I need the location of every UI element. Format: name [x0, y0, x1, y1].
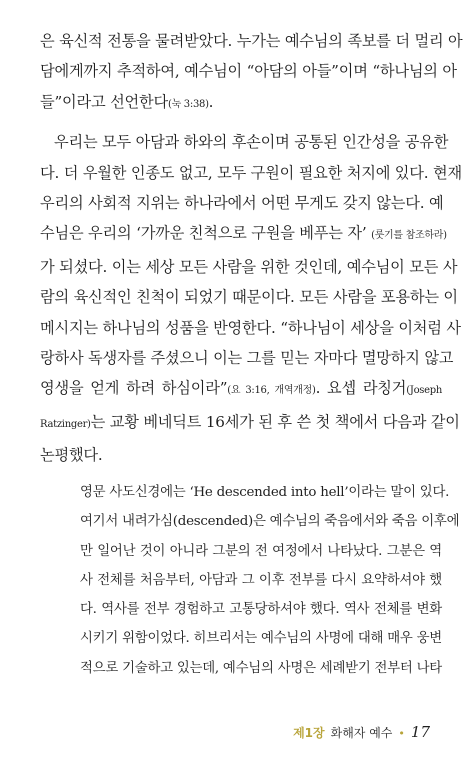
text-line: 은 육신적 전통을 물려받았다. 누가는 예수님의 족보를 더 멀리 아: [40, 32, 463, 50]
text-line: [40, 87, 442, 120]
quote-line: 만 일어난 것이 아니라 그분의 전 여정에서 나타났다. 그분은 역: [80, 543, 442, 559]
quote-line: 여기서 내려가심(descended)은 예수님의 죽음에서와 죽음 이후에: [80, 514, 460, 530]
paragraph-1: [40, 26, 463, 120]
text-segment: 들”이라고 선언한다: [40, 92, 168, 111]
block-quote: [80, 478, 460, 683]
quote-line: 영문 사도신경에는 ‘He descended into hell’이라는 말이 있다.: [80, 485, 450, 500]
text-segment: 수님은 우리의 ‘가까운 친척으로 구원을 베푸는 자’: [40, 224, 367, 243]
chapter-title: 화해자 예수: [330, 726, 393, 740]
text-line: 논평했다.: [40, 446, 103, 465]
name-reference: Ratzinger): [40, 418, 91, 430]
page-footer: [293, 723, 430, 741]
text-segment: 는 교황 베네딕트 16세가 된 후 쓴 첫 책에서 다음과 같이: [90, 412, 460, 431]
text-line: 담에게까지 추적하여, 예수님이 “아담의 아들”이며 “하나님의 아: [40, 62, 457, 81]
text-line: 우리는 모두 아담과 하와의 후손이며 공통된 인간성을 공유한: [54, 133, 449, 152]
scripture-reference: (룻기를 참조하라): [371, 230, 447, 242]
text-line: 다. 더 우월한 인종도 없고, 모두 구원이 필요한 처지에 있다. 현재: [40, 163, 462, 182]
text-line: [40, 373, 442, 406]
text-line: 우리의 사회적 지위는 하나라에서 어떤 무게도 갖지 않는다. 예: [40, 194, 444, 213]
text-line: [40, 218, 447, 251]
text-line: 람의 육신적인 친척이 되었기 때문이다. 모든 사람을 포용하는 이: [40, 288, 458, 307]
text-segment: .: [208, 92, 214, 111]
paragraph-2: [40, 127, 462, 470]
name-reference: (Joseph: [406, 385, 442, 397]
quote-line: 시키기 위함이었다. 히브리서는 예수님의 사명에 대해 매우 웅변: [80, 631, 442, 647]
quote-line: 적으로 기술하고 있는데, 예수님의 사명은 세례받기 전부터 나타: [80, 660, 442, 676]
text-line: [40, 407, 460, 440]
scripture-reference: (요 3:16, 개역개정): [227, 385, 316, 397]
separator-dot: •: [398, 727, 405, 740]
main-body-text: [40, 26, 463, 471]
quote-line: 다. 역사를 전부 경험하고 고통당하셔야 했다. 역사 전체를 변화: [80, 602, 442, 618]
text-line: 가 되셨다. 이는 세상 모든 사람을 위한 것인데, 예수님이 모든 사: [40, 257, 458, 276]
quote-line: 사 전체를 처음부터, 아담과 그 이후 전부를 다시 요약하셔야 했: [80, 572, 442, 588]
scripture-reference: (눅 3:38): [167, 98, 209, 110]
page-number: 17: [410, 723, 430, 741]
chapter-label: 제1장: [293, 726, 325, 740]
text-line: 랑하사 독생자를 주셨으니 이는 그를 믿는 자마다 멸망하지 않고: [40, 349, 454, 368]
text-line: 메시지는 하나님의 성품을 반영한다. “하나님이 세상을 이처럼 사: [40, 318, 461, 337]
text-segment: 영생을 얻게 하려 하심이라”: [40, 379, 228, 398]
text-segment: . 요셉 라칭거: [315, 379, 407, 398]
